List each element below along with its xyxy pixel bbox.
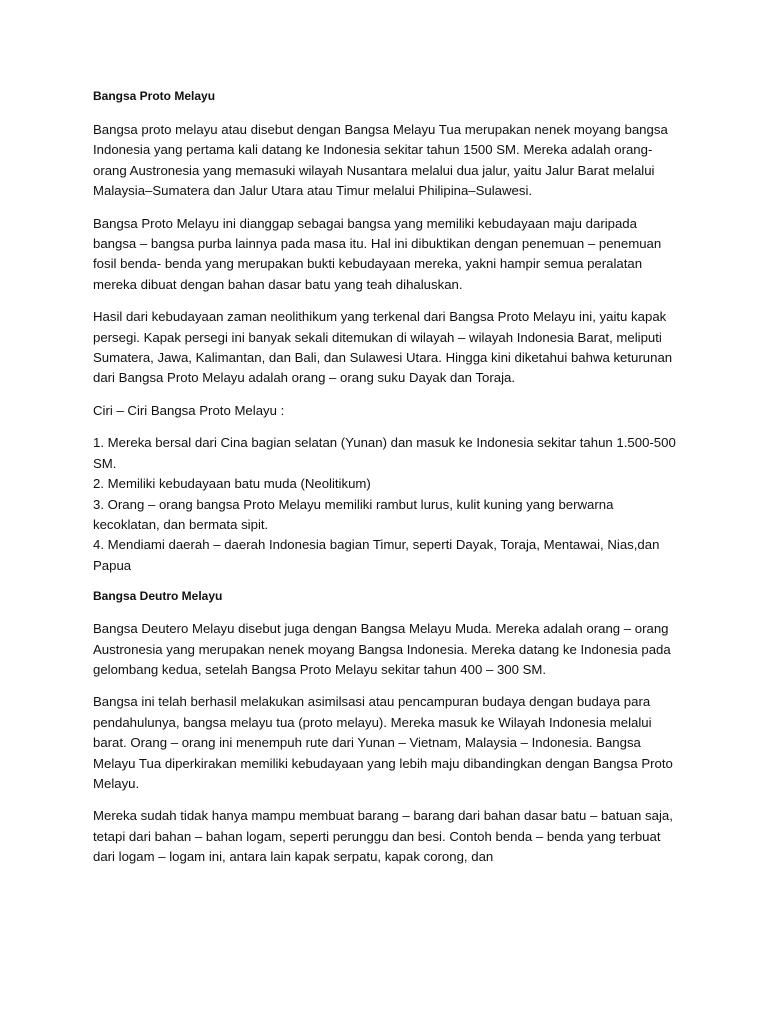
paragraph: Bangsa Deutero Melayu disebut juga dengan Bangsa Melayu Muda. Mereka adalah orang – orang Austronesia yang merupakan nenek moyang Bangsa Indonesia. Mereka datang ke Indonesia pada gelombang kedua, setelah Bangsa Proto Melayu sekitar tahun 400 – 300 SM. <box>93 621 671 677</box>
document-body <box>93 88 683 880</box>
characteristics-list <box>93 433 683 576</box>
paragraph: Mereka sudah tidak hanya mampu membuat barang – barang dari bahan dasar batu – batuan saja, tetapi dari bahan – bahan logam, seperti perunggu dan besi. Contoh benda – benda yang terbuat dari logam – logam ini, antara lain kapak serpatu, kapak corong, dan <box>93 808 673 865</box>
list-item: 1. Mereka bersal dari Cina bagian selatan (Yunan) dan masuk ke Indonesia sekitar tahun 1.500-500 SM. <box>93 435 676 471</box>
paragraph: Bangsa Proto Melayu ini dianggap sebagai bangsa yang memiliki kebudayaan maju daripada bangsa – bangsa purba lainnya pada masa itu. Hal ini dibuktikan dengan penemuan – penemuan fosil benda- benda yang merupakan bukti kebudayaan mereka, yakni hampir semua peralatan mereka dibuat dengan bahan dasar batu yang teah dihaluskan. <box>93 215 662 292</box>
list-intro: Ciri – Ciri Bangsa Proto Melayu : <box>93 402 285 418</box>
paragraph: Bangsa ini telah berhasil melakukan asimilsasi atau pencampuran budaya dengan budaya para pendahulunya, bangsa melayu tua (proto melayu). Mereka masuk ke Wilayah Indonesia melalui barat. Orang – orang ini menempuh rute dari Yunan – Vietnam, Malaysia – Indonesia. Bangsa Melayu Tua diperkirakan memiliki kebudayaan yang lebih maju dibandingkan dengan Bangsa Proto Melayu. <box>93 694 673 791</box>
paragraph: Bangsa proto melayu atau disebut dengan Bangsa Melayu Tua merupakan nenek moyang bangsa Indonesia yang pertama kali datang ke Indonesia sekitar tahun 1500 SM. Mereka adalah orang-orang Austronesia yang memasuki wilayah Nusantara melalui dua jalur, yaitu Jalur Barat melalui Malaysia–Sumatera dan Jalur Utara atau Timur melalui Philipina–Sulawesi. <box>93 122 668 199</box>
section-heading-deutro-melayu: Bangsa Deutro Melayu <box>93 589 223 604</box>
list-item: 2. Memiliki kebudayaan batu muda (Neolitikum) <box>93 476 371 492</box>
section-heading-proto-melayu: Bangsa Proto Melayu <box>93 89 216 103</box>
list-item: 4. Mendiami daerah – daerah Indonesia bagian Timur, seperti Dayak, Toraja, Mentawai, Nias,dan Papua <box>93 537 660 573</box>
paragraph: Hasil dari kebudayaan zaman neolithikum yang terkenal dari Bangsa Proto Melayu ini, yaitu kapak persegi. Kapak persegi ini banyak sekali ditemukan di wilayah – wilayah Indonesia Barat, meliputi Sumatera, Jawa, Kalimantan, dan Bali, dan Sulawesi Utara. Hingga kini diketahui bahwa keturunan dari Bangsa Proto Melayu adalah orang – orang suku Dayak dan Toraja. <box>93 309 673 386</box>
list-item: 3. Orang – orang bangsa Proto Melayu memiliki rambut lurus, kulit kuning yang berwarna kecoklatan, dan bermata sipit. <box>93 496 614 532</box>
